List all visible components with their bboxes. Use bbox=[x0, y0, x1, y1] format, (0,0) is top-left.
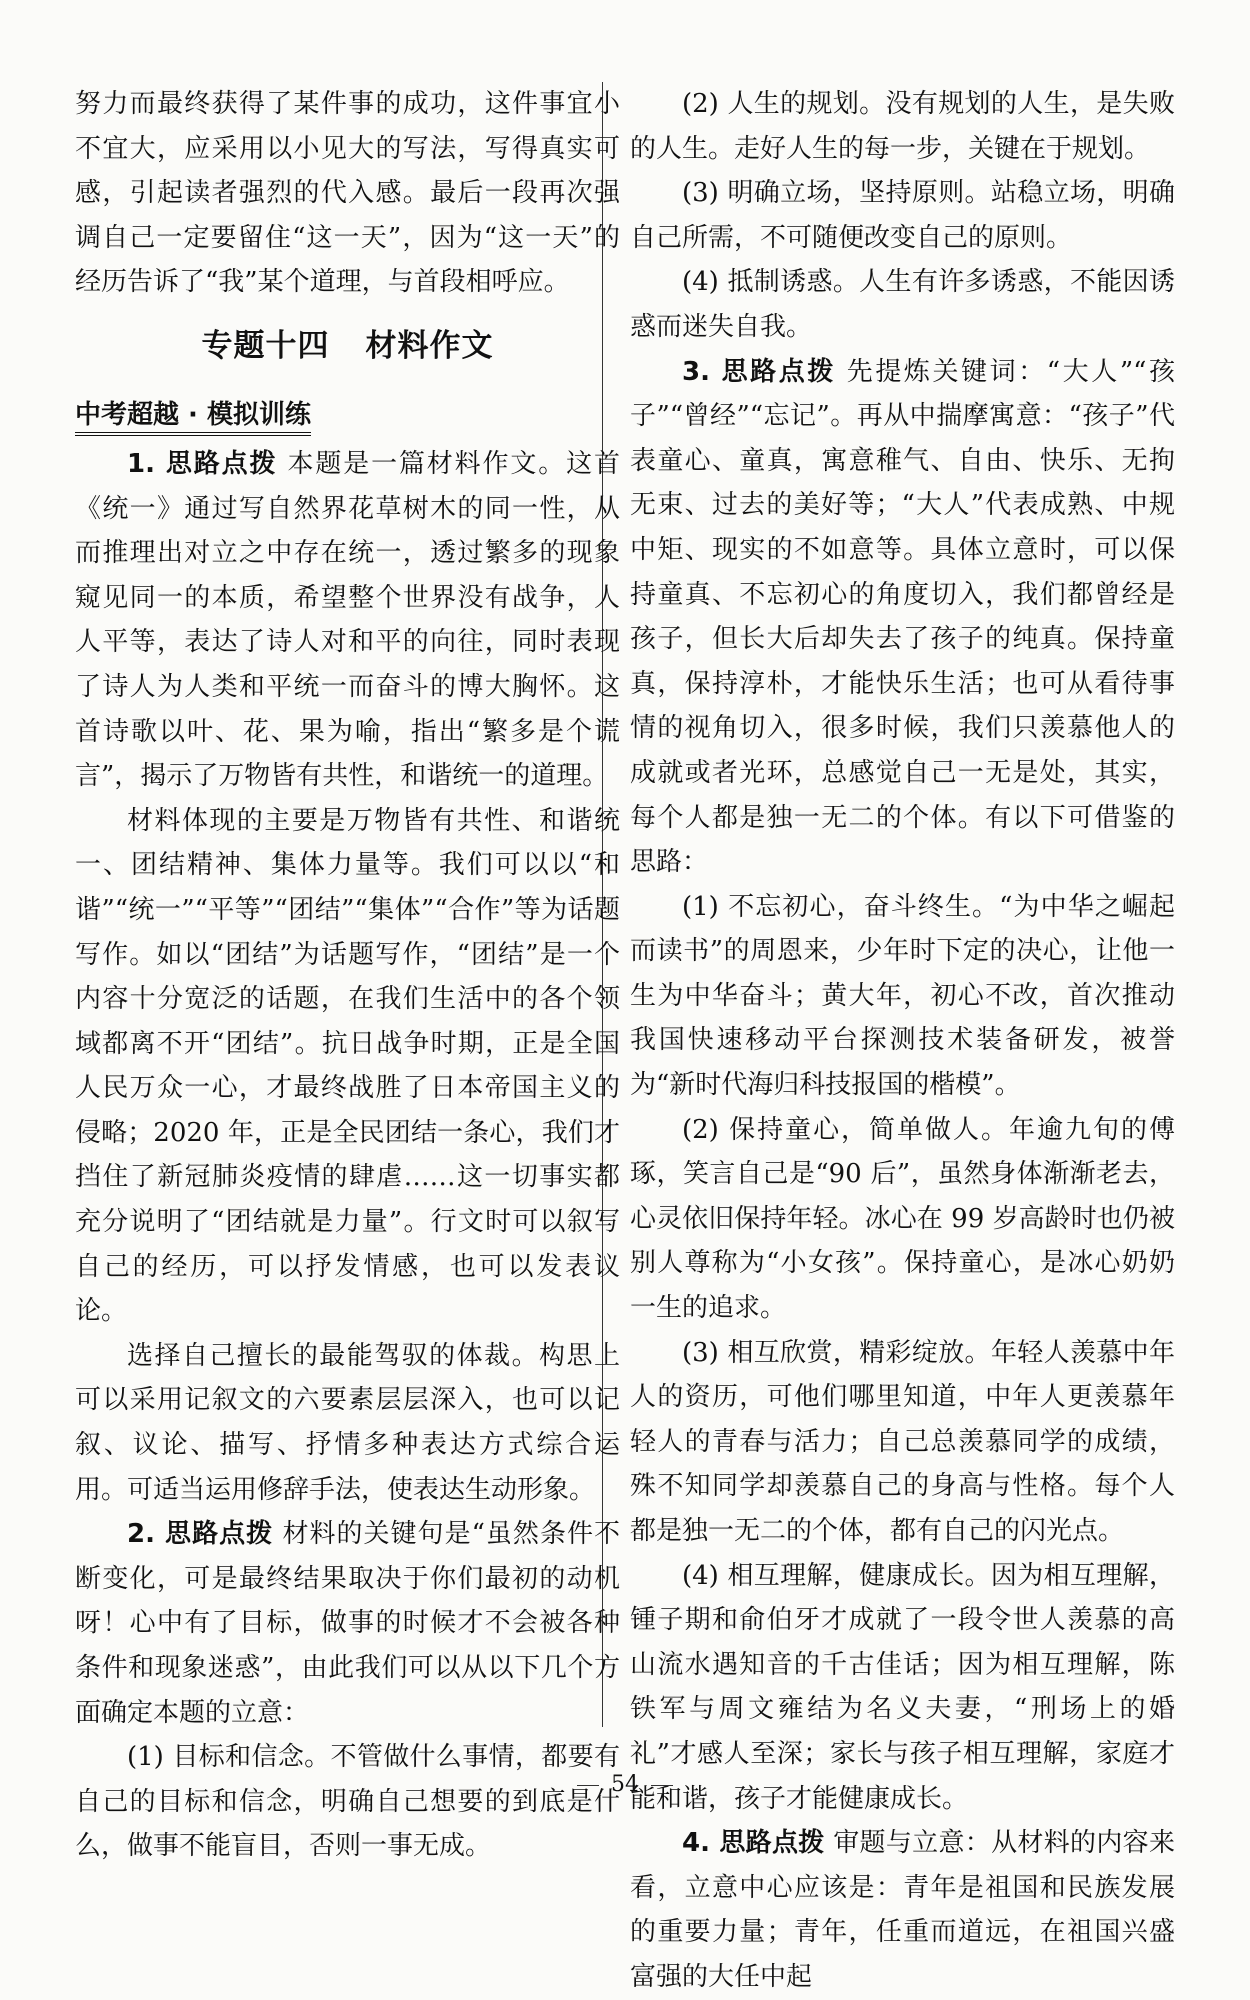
q3-lead: 3. 思路点拨 bbox=[682, 356, 836, 387]
chapter-title-number: 专题十四 bbox=[201, 327, 330, 364]
q3-item-1: (1) 不忘初心，奋斗终生。“为中华之崛起而读书”的周恩来，少年时下定的决心，让他一生为中华奋斗；黄大年，初心不改，首次推动我国快速移动平台探测技术装备研发，被誉为“新时代海归科技报国的楷模”。 bbox=[630, 891, 1175, 1101]
section-heading: 中考超越 · 模拟训练 bbox=[75, 388, 620, 442]
chapter-title-topic: 材料作文 bbox=[365, 327, 494, 364]
left-column bbox=[75, 82, 620, 1869]
q1-lead: 1. 思路点拨 bbox=[127, 448, 278, 479]
right-column bbox=[630, 82, 1175, 2000]
page-number: 54 bbox=[611, 1772, 639, 1797]
q4-text: 审题与立意：从材料的内容来看，立意中心应该是：青年是祖国和民族发展的重要力量；青年，任重而道远，在祖国兴盛富强的大任中起 bbox=[630, 1828, 1175, 1992]
page-footer bbox=[0, 1772, 1250, 1797]
q2-item-4: (4) 抵制诱惑。人生有许多诱惑，不能因诱惑而迷失自我。 bbox=[630, 267, 1175, 342]
q4-paragraph bbox=[630, 1821, 1175, 1999]
choose-paragraph: 选择自己擅长的最能驾驭的体裁。构思上可以采用记叙文的六要素层层深入，也可以记叙、议论、描写、抒情多种表达方式综合运用。可适当运用修辞手法，使表达生动形象。 bbox=[75, 1340, 620, 1505]
q3-paragraph bbox=[630, 350, 1175, 885]
q2-text: 材料的关键句是“虽然条件不断变化，可是最终结果取决于你们最初的动机呀！心中有了目标，做事的时候才不会被各种条件和现象迷惑”，由此我们可以从以下几个方面确定本题的立意： bbox=[75, 1519, 621, 1728]
q2-item-1: (1) 目标和信念。不管做什么事情，都要有自己的目标和信念，明确自己想要的到底是什么，做事不能盲目，否则一事无成。 bbox=[75, 1742, 620, 1862]
q1-text: 本题是一篇材料作文。这首《统一》通过写自然界花草树木的同一性，从而推理出对立之中存在统一，透过繁多的现象窥见同一的本质，希望整个世界没有战争，人人平等，表达了诗人对和平的向往，同时表现了诗人为人类和平统一而奋斗的博大胸怀。这首诗歌以叶、花、果为喻，指出“繁多是个谎言”，揭示了万物皆有共性，和谐统一的道理。 bbox=[75, 448, 620, 792]
q4-lead: 4. 思路点拨 bbox=[682, 1828, 825, 1859]
q3-item-3: (3) 相互欣赏，精彩绽放。年轻人羡慕中年人的资历，可他们哪里知道，中年人更羡慕年轻人的青春与活力；自己总羡慕同学的成绩，殊不知同学却羡慕自己的身高与性格。每个人都是独一无二的个体，都有自己的闪光点。 bbox=[630, 1337, 1175, 1546]
q1-paragraph bbox=[75, 442, 620, 799]
q2-lead: 2. 思路点拨 bbox=[127, 1519, 274, 1550]
q3-text: 先提炼关键词：“大人”“孩子”“曾经”“忘记”。再从中揣摩寓意：“孩子”代表童心、童真，寓意稚气、自由、快乐、无拘无束、过去的美好等；“大人”代表成熟、中规中矩、现实的不如意等。具体立意时，可以保持童真、不忘初心的角度切入，我们都曾经是孩子，但长大后却失去了孩子的纯真。保持童真，保持淳朴，才能快乐生活；也可从看待事情的视角切入，很多时候，我们只羡慕他人的成就或者光环，总感觉自己一无是处，其实，每个人都是独一无二的个体。有以下可借鉴的思路： bbox=[630, 356, 1175, 878]
q2-paragraph bbox=[75, 1512, 620, 1735]
q2-item-3: (3) 明确立场，坚持原则。站稳立场，明确自己所需，不可随便改变自己的原则。 bbox=[630, 178, 1175, 253]
q2-item-2: (2) 人生的规划。没有规划的人生，是失败的人生。走好人生的每一步，关键在于规划。 bbox=[630, 89, 1175, 164]
intro-paragraph: 努力而最终获得了某件事的成功，这件事宜小不宜大，应采用以小见大的写法，写得真实可感，引起读者强烈的代入感。最后一段再次强调自己一定要留住“这一天”，因为“这一天”的经历告诉了“我”某个道理，与首段相呼应。 bbox=[75, 89, 620, 298]
material-paragraph: 材料体现的主要是万物皆有共性、和谐统一、团结精神、集体力量等。我们可以以“和谐”“统一”“平等”“团结”“集体”“合作”等为话题写作。如以“团结”为话题写作，“团结”是一个内容十分宽泛的话题，在我们生活中的各个领域都离不开“团结”。抗日战争时期，正是全国人民万众一心，才最终战胜了日本帝国主义的侵略；2020 年，正是全民团结一条心，我们才挡住了新冠肺炎疫情的肆虐……这一切事实都充分说明了“团结就是力量”。行文时可以叙写自己的经历，可以抒发情感，也可以发表议论。 bbox=[75, 805, 620, 1327]
q3-item-2: (2) 保持童心，简单做人。年逾九旬的傅琢，笑言自己是“90 后”，虽然身体渐渐老去，心灵依旧保持年轻。冰心在 99 岁高龄时也仍被别人尊称为“小女孩”。保持童心，是冰心奶奶一生的追求。 bbox=[630, 1114, 1175, 1324]
chapter-title bbox=[75, 305, 620, 388]
q3-item-4: (4) 相互理解，健康成长。因为相互理解，锺子期和俞伯牙才成就了一段令世人羡慕的高山流水遇知音的千古佳话；因为相互理解，陈铁军与周文雍结为名义夫妻，“刑场上的婚礼”才感人至深；家长与孩子相互理解，家庭才能和谐，孩子才能健康成长。 bbox=[630, 1560, 1175, 1814]
